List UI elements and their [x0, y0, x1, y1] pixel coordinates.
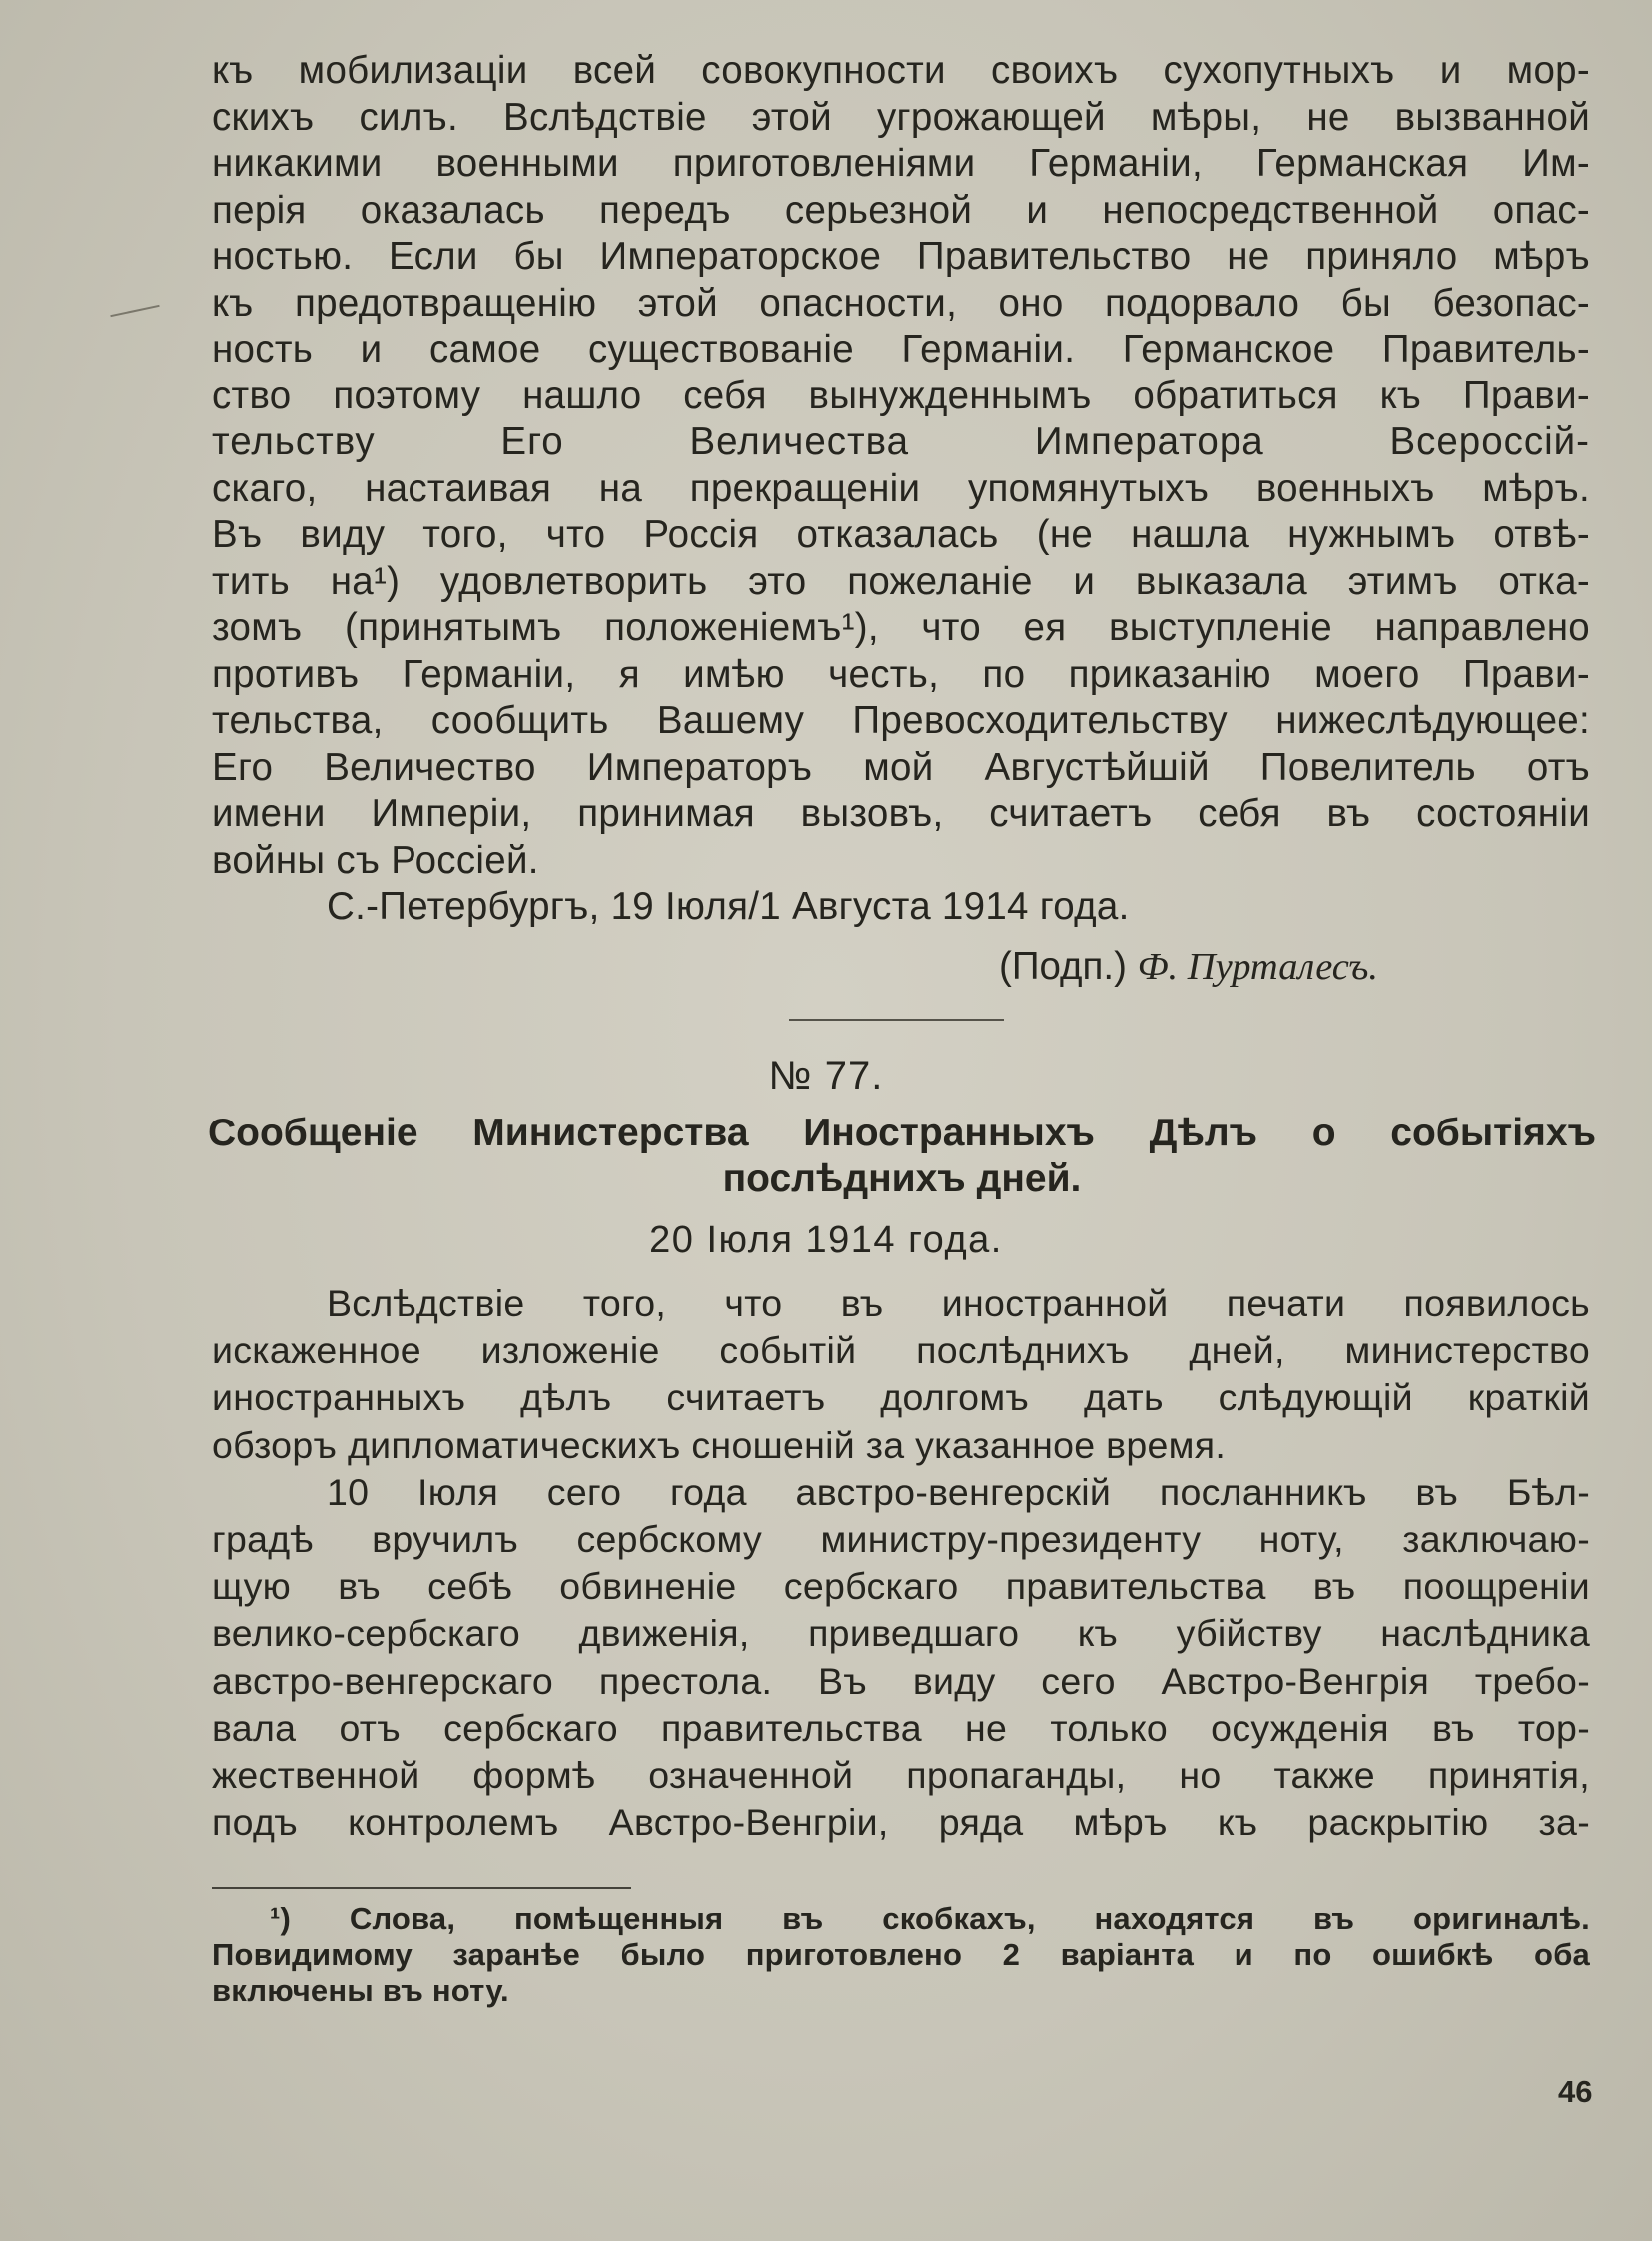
dateline: С.-Петербургъ, 19 Іюля/1 Августа 1914 года. [327, 885, 1130, 928]
document-title [208, 1111, 1596, 1202]
signature [999, 944, 1378, 990]
text-line: тельству Его Величества Императора Всероссій- [212, 420, 1590, 463]
text-line: ность и самое существованіе Германіи. Германское Правитель- [212, 328, 1590, 371]
footnote-line: включены въ ноту. [212, 1973, 509, 2008]
text-line: имени Имперіи, принимая вызовъ, считаетъ себя въ состояніи [212, 792, 1590, 835]
signature-name: Ф. Пурталесъ. [1137, 946, 1378, 988]
text-line: искаженное изложеніе событій послѣднихъ дней, министерство [212, 1329, 1590, 1372]
margin-pencil-mark [110, 305, 159, 317]
document-number: № 77. [768, 1054, 884, 1098]
footnote [212, 1901, 1590, 2009]
text-line: тить на¹) удовлетворить это пожеланіе и выказала этимъ отка- [212, 559, 1590, 603]
footnote-rule [212, 1887, 631, 1889]
page-number: 46 [1558, 2074, 1593, 2109]
text-line: никакими военными приготовленіями Германіи, Германская Им- [212, 142, 1590, 185]
text-line: 10 Іюля сего года австро-венгерскій посланникъ въ Бѣл- [327, 1470, 1590, 1513]
body-text [212, 1280, 1590, 1846]
text-line: ностью. Если бы Императорское Правительство не приняло мѣръ [212, 235, 1590, 278]
text-line: иностранныхъ дѣлъ считаетъ долгомъ дать слѣдующій краткій [212, 1376, 1590, 1419]
text-line: ство поэтому нашло себя вынужденнымъ обратиться къ Прави- [212, 374, 1590, 417]
text-line: щую въ себѣ обвиненіе сербскаго правительства въ поощреніи [212, 1565, 1590, 1608]
text-line: Его Величество Императоръ мой Августѣйшій Повелитель отъ [212, 745, 1590, 789]
text-line: къ предотвращенію этой опасности, оно подорвало бы безопас- [212, 281, 1590, 325]
title-line: Сообщеніе Министерства Иностранныхъ Дѣлъ о событіяхъ [208, 1112, 1596, 1154]
text-line: скихъ силъ. Вслѣдствіе этой угрожающей мѣры, не вызванной [212, 95, 1590, 139]
footnote-line: Повидимому заранѣе было приготовлено 2 варіанта и по ошибкѣ оба [212, 1937, 1590, 1972]
text-line: зомъ (принятымъ положеніемъ¹), что ея выступленіе направлено [212, 606, 1590, 649]
text-line: градѣ вручилъ сербскому министру-президенту ноту, заключаю- [212, 1518, 1590, 1561]
text-line: противъ Германіи, я имѣю честь, по приказанію моего Прави- [212, 652, 1590, 696]
text-line: скаго, настаивая на прекращеніи упомянутыхъ военныхъ мѣръ. [212, 466, 1590, 510]
text-line: къ мобилизаціи всей совокупности своихъ сухопутныхъ и мор- [212, 49, 1590, 92]
text-line: подъ контролемъ Австро-Венгріи, ряда мѣръ къ раскрытію за- [212, 1801, 1590, 1844]
section-divider [789, 1019, 1004, 1021]
footnote-line: ¹) Слова, помѣщенныя въ скобкахъ, находятся въ оригиналѣ. [270, 1901, 1590, 1936]
signature-prefix: (Подп.) [999, 945, 1127, 988]
text-line: обзоръ дипломатическихъ сношеній за указанное время. [212, 1423, 1227, 1466]
title-line: послѣднихъ дней. [722, 1157, 1082, 1200]
text-line: жественной формѣ означенной пропаганды, но также принятія, [212, 1754, 1590, 1797]
text-line: перія оказалась передъ серьезной и непосредственной опас- [212, 188, 1590, 232]
text-line: вала отъ сербскаго правительства не только осужденія въ тор- [212, 1706, 1590, 1749]
text-line: Въ виду того, что Россія отказалась (не нашла нужнымъ отвѣ- [212, 513, 1590, 556]
text-line: войны съ Россіей. [212, 838, 539, 882]
text-line: австро-венгерскаго престола. Въ виду сего Австро-Венгрія требо- [212, 1659, 1590, 1702]
text-line: Вслѣдствіе того, что въ иностранной печати появилось [327, 1282, 1590, 1324]
top-paragraph [212, 48, 1590, 931]
text-line: велико-сербскаго движенія, приведшаго къ убійству наслѣдника [212, 1612, 1590, 1655]
document-date: 20 Іюля 1914 года. [649, 1219, 1003, 1261]
text-line: тельства, сообщить Вашему Превосходительству нижеслѣдующее: [212, 699, 1590, 742]
